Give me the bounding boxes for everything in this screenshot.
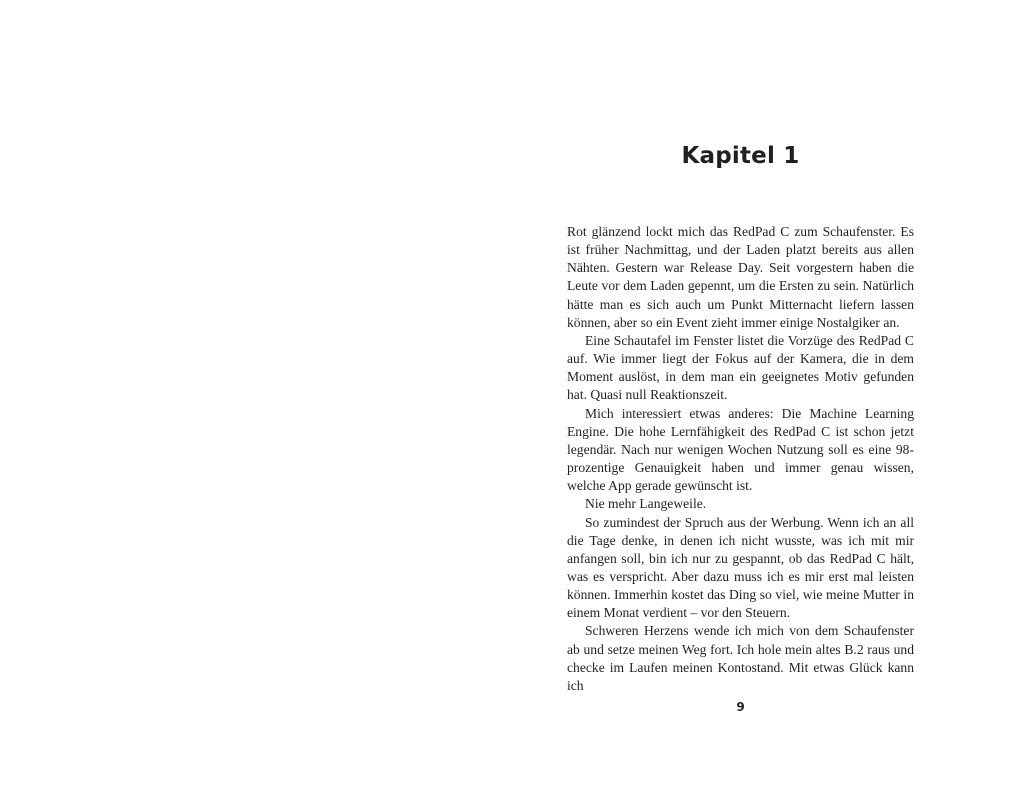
paragraph: Rot glänzend lockt mich das RedPad C zum Schaufenster. Es ist früher Nachmittag, und der Laden platzt bereits aus allen Nähten. Gestern war Release Day. Seit vorgestern haben die Leute vor dem Laden gepennt, um die Ersten zu sein. Natürlich hätte man es sich auch um Punkt Mitternacht liefern lassen können, aber so ein Event zieht immer einige Nostalgiker an.	[567, 224, 914, 330]
paragraph: Mich interessiert etwas anderes: Die Machine Learning Engine. Die hohe Lernfähigkeit des RedPad C ist schon jetzt legendär. Nach nur wenigen Wochen Nutzung soll es eine 98-prozentige Genauigkeit haben und immer genau wissen, welche App gerade gewünscht ist.	[567, 405, 914, 494]
paragraph: Nie mehr Langeweile.	[585, 496, 707, 512]
paragraph: So zumindest der Spruch aus der Werbung. Wenn ich an all die Tage denke, in denen ich nicht wusste, was ich mit mir anfangen soll, bin ich nur zu gespannt, ob das RedPad C hält, was es verspricht. Aber dazu muss ich es mir erst mal leisten können. Immerhin kostet das Ding so viel, wie meine Mutter in einem Monat verdient – vor den Steuern.	[567, 514, 914, 621]
paragraph: Eine Schautafel im Fenster listet die Vorzüge des RedPad C auf. Wie immer liegt der Fokus auf der Kamera, die in dem Moment auslöst, in dem man ein geeignetes Motiv gefunden hat. Quasi null Reaktionszeit.	[567, 332, 914, 403]
body-text	[567, 223, 914, 695]
paragraph: Schweren Herzens wende ich mich von dem Schaufenster ab und setze meinen Weg fort. Ich hole mein altes B.2 raus und checke im Laufen meinen Kontostand. Mit etwas Glück kann ich	[567, 623, 914, 693]
chapter-title: Kapitel 1	[681, 143, 800, 169]
page-number: 9	[736, 700, 745, 714]
